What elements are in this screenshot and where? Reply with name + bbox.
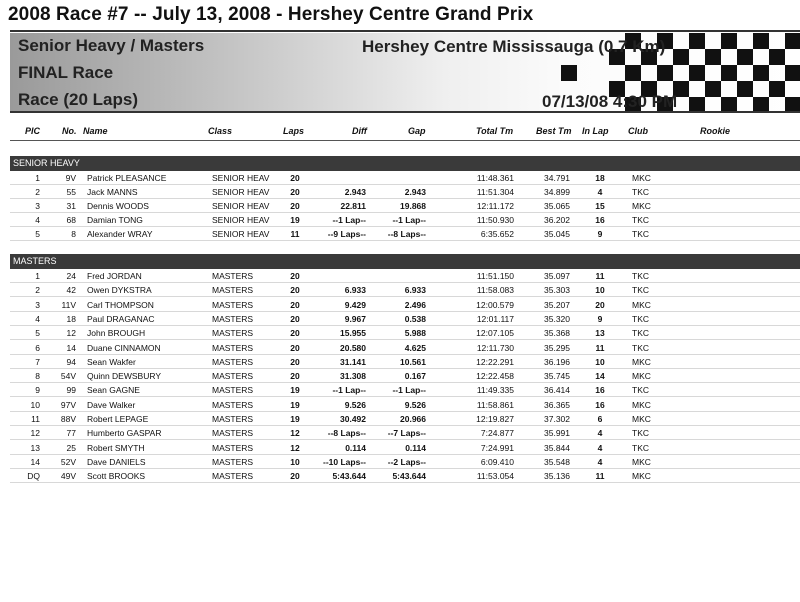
cell-no: 99 [66, 385, 76, 396]
cell-best: 35.745 [544, 371, 570, 382]
cell-class: MASTERS [212, 428, 254, 439]
cell-best: 34.899 [544, 187, 570, 198]
cell-pic: 14 [30, 456, 40, 467]
cell-diff: 31.141 [340, 356, 366, 367]
table-row [0, 283, 800, 297]
cell-total: 12:22.458 [476, 371, 514, 382]
cell-class: SENIOR HEAV [212, 187, 270, 198]
table-row [0, 355, 800, 369]
cell-gap: 10.561 [400, 356, 426, 367]
table-row [0, 312, 800, 326]
cell-pic: 3 [35, 201, 40, 212]
cell-name: Robert LEPAGE [87, 414, 149, 424]
cell-class: MASTERS [212, 456, 254, 467]
section-header [10, 156, 800, 171]
cell-class: MASTERS [212, 285, 254, 296]
cell-best: 35.207 [544, 299, 570, 310]
table-row [0, 227, 800, 241]
cell-diff: 5:43.644 [332, 471, 366, 482]
cell-gap: 20.966 [400, 414, 426, 424]
cell-diff: 0.114 [345, 442, 366, 453]
cell-club: TKC [632, 428, 649, 439]
cell-club: TKC [632, 385, 649, 396]
table-row [0, 383, 800, 397]
cell-name: Patrick PLEASANCE [87, 173, 167, 183]
cell-class: SENIOR HEAV [212, 173, 270, 183]
title-divider [10, 30, 800, 32]
col-gap: Gap [408, 126, 426, 136]
cell-pic: DQ [27, 471, 40, 482]
cell-name: Humberto GASPAR [87, 428, 162, 439]
cell-best: 37.302 [544, 414, 570, 424]
row-divider [10, 482, 800, 483]
cell-class: MASTERS [212, 442, 254, 453]
cell-inlap: 15 [595, 201, 605, 212]
cell-pic: 1 [35, 271, 40, 281]
cell-gap: 19.868 [400, 201, 426, 212]
cell-inlap: 9 [597, 313, 603, 324]
cell-name: Quinn DEWSBURY [87, 371, 162, 382]
cell-inlap: 6 [597, 414, 603, 424]
cell-best: 36.202 [544, 215, 570, 226]
col-total: Total Tm [476, 126, 514, 136]
cell-no: 54V [60, 371, 76, 382]
cell-laps: 19 [290, 385, 300, 396]
cell-no: 18 [66, 313, 76, 324]
cell-inlap: 4 [597, 428, 603, 439]
cell-no: 25 [66, 442, 76, 453]
cell-pic: 8 [35, 371, 40, 382]
cell-class: MASTERS [212, 271, 254, 281]
cell-class: MASTERS [212, 414, 254, 424]
cell-pic: 11 [31, 414, 40, 424]
cell-laps: 12 [290, 428, 300, 439]
cell-best: 35.368 [544, 328, 570, 339]
cell-laps: 20 [290, 342, 300, 353]
cell-total: 11:51.150 [476, 271, 514, 281]
table-row [0, 269, 800, 283]
cell-total: 11:58.083 [476, 285, 514, 296]
cell-name: Robert SMYTH [87, 442, 145, 453]
cell-best: 36.414 [544, 385, 570, 396]
cell-inlap: 20 [595, 299, 605, 310]
cell-pic: 2 [35, 285, 40, 296]
cell-pic: 5 [35, 328, 40, 339]
cell-class: MASTERS [212, 328, 254, 339]
cell-class: MASTERS [212, 371, 254, 382]
cell-pic: 6 [35, 342, 40, 353]
cell-total: 7:24.877 [480, 428, 514, 439]
cell-best: 35.844 [544, 442, 570, 453]
cell-club: MKC [632, 456, 651, 467]
cell-pic: 1 [35, 173, 40, 183]
cell-no: 97V [60, 399, 76, 410]
cell-laps: 20 [290, 201, 300, 212]
cell-laps: 20 [290, 371, 300, 382]
section-header [10, 254, 800, 269]
cell-laps: 19 [290, 215, 300, 226]
cell-laps: 19 [290, 414, 300, 424]
cell-diff: 22.811 [340, 201, 366, 212]
cell-inlap: 16 [595, 385, 605, 396]
cell-name: John BROUGH [87, 328, 146, 339]
cell-inlap: 10 [595, 356, 605, 367]
cell-no: 68 [66, 215, 76, 226]
cell-no: 52V [60, 456, 76, 467]
cell-club: MKC [632, 356, 651, 367]
col-pic: PIC [25, 126, 41, 136]
cell-best: 35.548 [544, 456, 570, 467]
cell-diff: --1 Lap-- [332, 215, 366, 226]
cell-best: 35.991 [544, 428, 570, 439]
cell-laps: 20 [290, 173, 300, 183]
race-laps: Race (20 Laps) [18, 90, 138, 109]
cell-pic: 3 [35, 299, 40, 310]
table-row [0, 213, 800, 227]
table-row [0, 426, 800, 440]
cell-name: Paul DRAGANAC [87, 313, 155, 324]
cell-class: MASTERS [212, 471, 254, 482]
cell-diff: 15.955 [340, 328, 366, 339]
col-inlap: In Lap [582, 126, 609, 136]
cell-diff: 31.308 [340, 371, 366, 382]
col-rookie: Rookie [700, 126, 731, 136]
cell-inlap: 4 [597, 187, 603, 198]
cell-club: TKC [632, 285, 649, 296]
cell-name: Owen DYKSTRA [87, 285, 152, 296]
cell-no: 11V [61, 299, 76, 310]
cell-total: 12:11.172 [476, 201, 514, 212]
col-best: Best Tm [536, 126, 572, 136]
cell-name: Dave Walker [87, 399, 136, 410]
cell-gap: --1 Lap-- [392, 215, 426, 226]
table-row [0, 341, 800, 355]
cell-club: MKC [632, 201, 651, 212]
col-name: Name [83, 126, 108, 136]
cell-gap: --2 Laps-- [387, 456, 426, 467]
table-row [0, 185, 800, 199]
cell-name: Jack MANNS [87, 187, 138, 198]
cell-total: 11:50.930 [476, 215, 514, 226]
cell-best: 34.791 [544, 173, 570, 183]
cell-gap: 9.526 [404, 399, 426, 410]
cell-club: TKC [632, 342, 649, 353]
cell-club: MKC [632, 399, 651, 410]
cell-inlap: 11 [595, 271, 605, 281]
cell-best: 35.097 [544, 271, 570, 281]
track-name: Hershey Centre Mississauga (0.7 Km) [362, 37, 666, 56]
cell-diff: --10 Laps-- [323, 456, 366, 467]
cell-name: Damian TONG [87, 215, 143, 226]
table-row [0, 199, 800, 213]
cell-total: 11:53.054 [476, 471, 514, 482]
cell-best: 35.303 [544, 285, 570, 296]
cell-gap: 2.496 [404, 299, 426, 310]
col-class: Class [208, 126, 233, 136]
cell-total: 6:09.410 [480, 456, 514, 467]
cell-inlap: 16 [595, 215, 605, 226]
cell-gap: 0.167 [404, 371, 426, 382]
race-type: FINAL Race [18, 63, 114, 82]
cell-gap: 5.988 [404, 328, 426, 339]
cell-best: 35.065 [544, 201, 570, 212]
cell-gap: 0.114 [405, 442, 426, 453]
cell-class: MASTERS [212, 385, 254, 396]
cell-pic: 10 [30, 399, 40, 410]
cell-laps: 20 [290, 271, 300, 281]
cell-best: 35.045 [544, 229, 570, 240]
cell-gap: 0.538 [404, 313, 426, 324]
cell-class: MASTERS [212, 313, 254, 324]
cell-club: TKC [632, 313, 649, 324]
cell-no: 88V [60, 414, 76, 424]
table-row [0, 412, 800, 426]
cell-class: MASTERS [212, 299, 254, 310]
cell-gap: --8 Laps-- [387, 229, 426, 240]
cell-name: Sean Wakfer [87, 356, 136, 367]
race-banner [10, 33, 800, 111]
cell-best: 36.196 [544, 356, 570, 367]
cell-total: 6:35.652 [480, 229, 514, 240]
cell-inlap: 11 [595, 471, 605, 482]
cell-no: 55 [66, 187, 76, 198]
cell-name: Carl THOMPSON [87, 299, 154, 310]
cell-laps: 20 [290, 285, 300, 296]
section-title: SENIOR HEAVY [13, 158, 80, 168]
cell-diff: 20.580 [340, 342, 366, 353]
cell-club: TKC [632, 187, 649, 198]
cell-inlap: 9 [597, 229, 603, 240]
cell-inlap: 13 [595, 328, 605, 339]
cell-club: MKC [632, 471, 651, 482]
cell-laps: 11 [290, 229, 300, 240]
cell-class: MASTERS [212, 356, 254, 367]
cell-no: 8 [71, 229, 76, 240]
cell-pic: 5 [35, 229, 40, 240]
section-title: MASTERS [13, 256, 57, 266]
cell-total: 12:19.827 [476, 414, 514, 424]
col-club: Club [628, 126, 648, 136]
cell-laps: 20 [290, 356, 300, 367]
cell-total: 12:01.117 [476, 313, 514, 324]
table-row [0, 469, 800, 483]
cell-diff: --8 Laps-- [327, 428, 366, 439]
cell-diff: 9.526 [344, 399, 366, 410]
col-no: No. [62, 126, 77, 136]
cell-total: 12:22.291 [476, 356, 514, 367]
cell-laps: 20 [290, 328, 300, 339]
cell-class: SENIOR HEAV [212, 215, 270, 226]
cell-laps: 20 [290, 471, 300, 482]
table-row [0, 326, 800, 340]
col-diff: Diff [352, 126, 367, 136]
cell-diff: 2.943 [344, 187, 366, 198]
cell-laps: 10 [290, 456, 300, 467]
cell-total: 7:24.991 [480, 442, 514, 453]
cell-inlap: 4 [597, 456, 603, 467]
cell-name: Dennis WOODS [87, 201, 149, 212]
cell-pic: 7 [35, 356, 40, 367]
cell-no: 24 [66, 271, 76, 281]
cell-no: 31 [66, 201, 76, 212]
table-row [0, 398, 800, 412]
class-name: Senior Heavy / Masters [18, 36, 205, 55]
cell-no: 9V [65, 173, 76, 183]
cell-diff: 9.967 [344, 313, 366, 324]
table-row [0, 171, 800, 185]
cell-total: 11:48.361 [476, 173, 514, 183]
cell-inlap: 10 [595, 285, 605, 296]
cell-no: 12 [66, 328, 76, 339]
cell-club: TKC [632, 215, 649, 226]
col-laps: Laps [283, 126, 305, 136]
cell-no: 49V [60, 471, 76, 482]
cell-club: TKC [632, 328, 649, 339]
cell-name: Fred JORDAN [87, 271, 142, 281]
cell-class: MASTERS [212, 399, 254, 410]
header-divider [10, 140, 800, 141]
row-divider [10, 240, 800, 241]
cell-total: 12:00.579 [476, 299, 514, 310]
cell-inlap: 4 [597, 442, 603, 453]
cell-name: Sean GAGNE [87, 385, 140, 396]
cell-total: 11:58.861 [476, 399, 514, 410]
cell-laps: 12 [290, 442, 300, 453]
cell-diff: 9.429 [344, 299, 366, 310]
cell-club: MKC [632, 371, 651, 382]
cell-pic: 4 [35, 313, 40, 324]
cell-best: 35.320 [544, 313, 570, 324]
table-row [0, 455, 800, 469]
cell-club: TKC [632, 442, 649, 453]
cell-club: MKC [632, 173, 651, 183]
table-row [0, 369, 800, 383]
cell-laps: 20 [290, 187, 300, 198]
cell-class: SENIOR HEAV [212, 201, 270, 212]
cell-name: Dave DANIELS [87, 456, 146, 467]
cell-pic: 13 [30, 442, 40, 453]
cell-laps: 20 [290, 313, 300, 324]
cell-best: 35.136 [544, 471, 570, 482]
cell-pic: 12 [30, 428, 40, 439]
cell-pic: 4 [35, 215, 40, 226]
cell-no: 77 [66, 428, 76, 439]
cell-diff: --1 Lap-- [332, 385, 366, 396]
table-row [0, 441, 800, 455]
race-date-time: 07/13/08 4:30 PM [542, 92, 678, 111]
cell-laps: 19 [290, 399, 300, 410]
cell-inlap: 14 [595, 371, 605, 382]
cell-total: 12:11.730 [476, 342, 514, 353]
cell-diff: 6.933 [344, 285, 366, 296]
cell-name: Duane CINNAMON [87, 342, 161, 353]
cell-total: 11:51.304 [476, 187, 514, 198]
banner-divider [10, 111, 800, 113]
cell-club: MKC [632, 414, 651, 424]
cell-diff: 30.492 [340, 414, 366, 424]
cell-gap: 2.943 [404, 187, 426, 198]
cell-no: 42 [66, 285, 76, 296]
cell-gap: --1 Lap-- [392, 385, 426, 396]
cell-inlap: 16 [595, 399, 605, 410]
cell-no: 94 [66, 356, 76, 367]
cell-class: SENIOR HEAV [212, 229, 270, 240]
cell-gap: 6.933 [404, 285, 426, 296]
cell-class: MASTERS [212, 342, 254, 353]
cell-total: 12:07.105 [476, 328, 514, 339]
cell-club: MKC [632, 299, 651, 310]
cell-club: TKC [632, 229, 649, 240]
cell-no: 14 [66, 342, 76, 353]
cell-inlap: 11 [595, 342, 605, 353]
cell-inlap: 18 [595, 173, 605, 183]
cell-name: Scott BROOKS [87, 471, 146, 482]
cell-gap: 5:43.644 [392, 471, 426, 482]
cell-gap: --7 Laps-- [387, 428, 426, 439]
cell-club: TKC [632, 271, 649, 281]
report-title: 2008 Race #7 -- July 13, 2008 - Hershey Centre Grand Prix [8, 4, 534, 25]
table-row [0, 298, 800, 312]
cell-pic: 2 [35, 187, 40, 198]
cell-name: Alexander WRAY [87, 229, 153, 240]
cell-laps: 20 [290, 299, 300, 310]
cell-gap: 4.625 [404, 342, 426, 353]
cell-best: 36.365 [544, 399, 570, 410]
cell-diff: --9 Laps-- [327, 229, 366, 240]
cell-total: 11:49.335 [476, 385, 514, 396]
cell-best: 35.295 [544, 342, 570, 353]
cell-pic: 9 [35, 385, 40, 396]
